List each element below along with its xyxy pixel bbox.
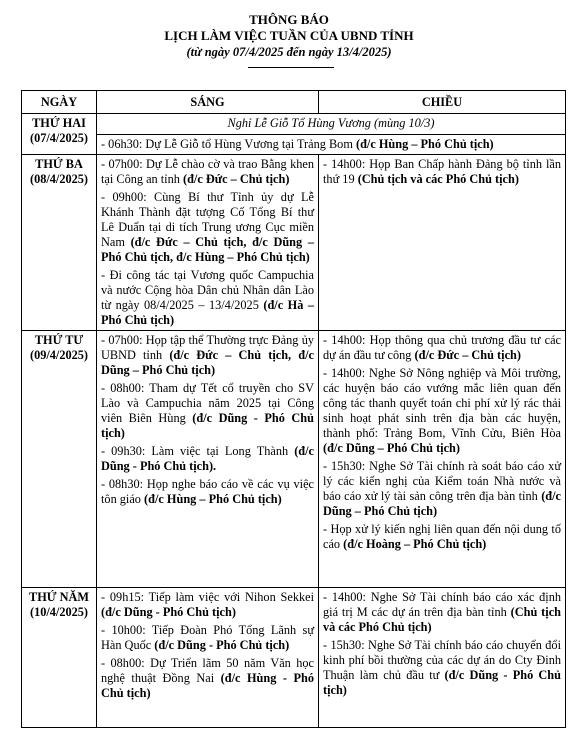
event-text: - 14h00: Họp thông qua chủ trương đầu tư các dự án đầu tư công — [323, 333, 561, 362]
event-item — [323, 459, 561, 519]
event-text: - 07h00: Dự Lễ chào cờ và trao Bằng khen tại Công an tỉnh — [101, 157, 314, 186]
event-assignee: (đ/c Dũng – Phó Chủ tịch) — [323, 441, 460, 455]
event-item — [101, 157, 314, 187]
date-range: (từ ngày 07/4/2025 đến ngày 13/4/2025) — [186, 45, 392, 59]
day-name: THỨ BA — [35, 157, 83, 171]
event-assignee: (đ/c Dũng - Phó Chủ tịch) — [101, 605, 236, 619]
event-assignee: (đ/c Dũng - Phó Chủ tịch) — [154, 638, 290, 652]
event-assignee: (đ/c Dũng - Phó Chủ tịch) — [323, 668, 561, 697]
event-item — [101, 477, 314, 507]
column-header-day: NGÀY — [22, 91, 97, 114]
table-row — [22, 331, 566, 588]
schedule-table — [21, 90, 566, 728]
day-name: THỨ HAI — [32, 116, 86, 130]
event-text: - 07h00: Họp tập thể Thường trực Đảng ủy UBND tỉnh — [101, 333, 314, 362]
event-assignee: (đ/c Dũng - Phó Chủ tịch). — [101, 444, 314, 473]
afternoon-cell — [319, 588, 566, 728]
afternoon-cell — [319, 331, 566, 588]
morning-cell — [97, 588, 319, 728]
header-underline — [248, 67, 334, 68]
event-text: - 10h00: Tiếp Đoàn Phó Tổng Lãnh sự Hàn Quốc — [101, 623, 314, 652]
day-cell — [22, 331, 97, 588]
day-cell — [22, 588, 97, 728]
event-item — [101, 190, 314, 265]
event-item — [323, 590, 561, 635]
event-assignee: (đ/c Hà – Phó Chủ tịch) — [101, 298, 314, 327]
event-assignee: (đ/c Đức – Chủ tịch, đ/c Dũng – Phó Chủ tịch, đ/c Hùng – Phó Chủ tịch) — [101, 235, 314, 264]
notice-title: THÔNG BÁO — [249, 12, 329, 27]
event-item — [101, 623, 314, 653]
table-row — [22, 134, 566, 155]
event-assignee: (đ/c Dũng – Phó Chủ tịch) — [323, 489, 561, 518]
afternoon-cell — [319, 155, 566, 331]
event-item — [323, 522, 561, 552]
event-text: - 08h30: Họp nghe báo cáo về các vụ việc tôn giáo — [101, 477, 314, 506]
event-item — [323, 366, 561, 456]
day-name: THỨ TƯ — [34, 333, 84, 347]
event-text: - 15h30: Nghe Sở Tài chính báo cáo chuyển đổi kinh phí bồi thường của các dự án do Cty Đinh Thuận làm chủ đầu tư — [323, 638, 561, 682]
event-item — [101, 590, 314, 620]
event-text: - 14h00: Họp Ban Chấp hành Đảng bộ tỉnh lần thứ 19 — [323, 157, 561, 186]
event-assignee: (Chủ tịch và các Phó Chủ tịch) — [323, 605, 561, 634]
event-assignee: (đ/c Hùng – Phó Chủ tịch) — [144, 492, 282, 506]
header-row — [22, 91, 566, 114]
event-assignee: (đ/c Đức – Chủ tịch, đ/c Dũng – Phó Chủ tịch) — [101, 348, 315, 377]
event-item — [101, 656, 314, 701]
event-item — [101, 268, 314, 328]
event-text: - Họp xử lý kiến nghị liên quan đến nội dung tố cáo — [323, 522, 561, 551]
event-item — [323, 638, 561, 698]
event-text: - 09h30: Làm việc tại Long Thành — [101, 444, 295, 458]
column-header-morning: SÁNG — [97, 91, 319, 114]
event-text: - 14h00: Nghe Sở Nông nghiệp và Môi trường, các huyện báo cáo vướng mắc liên quan đến công tác thanh quyết toán chi phí xử lý rác thải sinh hoạt phát sinh trên địa bàn các huyện, thành phố: Trảng Bom, Vĩnh Cửu, Biên Hòa — [323, 366, 561, 440]
day-date: (09/4/2025) — [29, 348, 89, 362]
event-text: - 15h30: Nghe Sở Tài chính rà soát báo cáo xử lý các kiến nghị của Kiểm toán Nhà nước và báo cáo xử lý tài sản công trên địa bàn tỉnh — [323, 459, 561, 503]
day-cell — [22, 155, 97, 331]
event-item — [323, 157, 561, 187]
event-assignee: (đ/c Hùng – Phó Chủ tịch) — [355, 136, 494, 151]
event-text: - 08h00: Tham dự Tết cổ truyền cho SV Lào và Campuchia năm 2025 tại Công viên Biên Hùng — [101, 381, 314, 425]
table-row — [22, 155, 566, 331]
day-name: THỨ NĂM — [29, 590, 89, 604]
day-date: (08/4/2025) — [29, 172, 89, 186]
day-cell — [22, 114, 97, 155]
morning-cell — [97, 331, 319, 588]
event-text: - 08h00: Dự Triển lãm 50 năm Văn học nghệ thuật Đồng Nai — [101, 656, 314, 685]
monday-event — [97, 134, 566, 155]
event-text: - 06h30: Dự Lễ Giỗ tổ Hùng Vương tại Trảng Bom — [101, 136, 356, 151]
event-assignee: (Chủ tịch và các Phó Chủ tịch) — [357, 172, 519, 186]
day-date: (10/4/2025) — [29, 605, 89, 619]
event-assignee: (đ/c Dũng - Phó Chủ tịch) — [101, 411, 314, 440]
column-header-afternoon: CHIỀU — [319, 91, 566, 114]
notice-subtitle: LỊCH LÀM VIỆC TUẦN CỦA UBND TỈNH — [164, 28, 414, 43]
table-row — [22, 588, 566, 728]
event-text: - 09h00: Cùng Bí thư Tỉnh ủy dự Lễ Khánh Thành đặt tượng Cố Tổng Bí thư Lê Duẩn tại di tích Trung ương Cục miền Nam — [101, 190, 314, 249]
event-item — [101, 333, 314, 378]
event-text: - 14h00: Nghe Sở Tài chính báo cáo xác định giá trị M các dự án trên địa bàn tỉnh — [323, 590, 561, 619]
event-assignee: (đ/c Đức – Chủ tịch) — [182, 172, 290, 186]
event-assignee: (đ/c Đức – Chủ tịch) — [414, 348, 521, 362]
holiday-note: Nghỉ Lễ Giỗ Tổ Hùng Vương (mùng 10/3) — [97, 114, 566, 135]
event-item — [101, 444, 314, 474]
event-item — [101, 381, 314, 441]
event-item — [323, 333, 561, 363]
event-assignee: (đ/c Hùng - Phó Chủ tịch) — [101, 671, 314, 700]
event-text: - Đi công tác tại Vương quốc Campuchia và nước Cộng hòa Dân chủ Nhân dân Lào từ ngày 08/4/2025 – 13/4/2025 — [101, 268, 314, 312]
day-date: (07/4/2025) — [29, 131, 89, 145]
event-text: - 09h15: Tiếp làm việc với Nihon Sekkei — [101, 590, 314, 604]
morning-cell — [97, 155, 319, 331]
event-assignee: (đ/c Hoàng – Phó Chủ tịch) — [343, 537, 487, 551]
table-row — [22, 114, 566, 135]
